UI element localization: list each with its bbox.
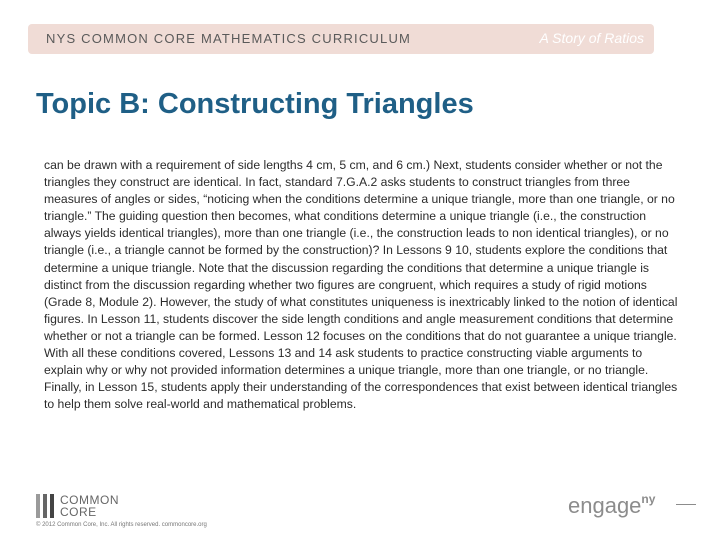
logo-line-1: COMMON xyxy=(60,493,119,507)
engage-ny-logo xyxy=(568,492,655,519)
curriculum-header: NYS COMMON CORE MATHEMATICS CURRICULUM xyxy=(46,31,412,46)
copyright-text: © 2012 Common Core, Inc. All rights reserved. commoncore.org xyxy=(36,522,207,528)
body-paragraph: can be drawn with a requirement of side lengths 4 cm, 5 cm, and 6 cm.) Next, students consider whether or not the triangles they construct are identical. In fact, standard 7.G.A.2 asks students to construct triangles from three measures of angles or sides, “noticing when the conditions determine a unique triangle, more than one triangle, or no triangle.” The guiding question then becomes, what conditions determine a unique triangle (i.e., the construction always yields identical triangles), more than one triangle (i.e., the construction leads to non identical triangles), or no triangle (i.e., a triangle cannot be formed by the construction)? In Lessons 9 10, students explore the conditions that determine a unique triangle. Note that the discussion regarding the conditions that determine a unique triangle is distinct from the discussion regarding whether two figures are congruent, which requires a study of rigid motions (Grade 8, Module 2). However, the study of what constitutes uniqueness is inextricably linked to the notion of identical figures. In Lesson 11, students discover the side length conditions and angle measurement conditions that determine whether or not a triangle can be formed. Lesson 12 focuses on the conditions that do not guarantee a unique triangle. With all these conditions covered, Lessons 13 and 14 ask students to practice constructing viable arguments to explain why or why not provided information determines a unique triangle, more than one triangle, or no triangle. Finally, in Lesson 15, students apply their understanding of the correspondences that exist between identical triangles to help them solve real-world and mathematical problems. xyxy=(44,158,678,412)
logo-line-2: CORE xyxy=(60,505,97,519)
series-title: A Story of Ratios xyxy=(539,30,644,46)
engage-word: engage xyxy=(568,493,642,518)
common-core-logo xyxy=(36,492,119,520)
ny-superscript: ny xyxy=(641,492,656,506)
footer-rule xyxy=(676,504,696,505)
common-core-logo-icon xyxy=(36,494,54,518)
page-title: Topic B: Constructing Triangles xyxy=(36,88,474,120)
